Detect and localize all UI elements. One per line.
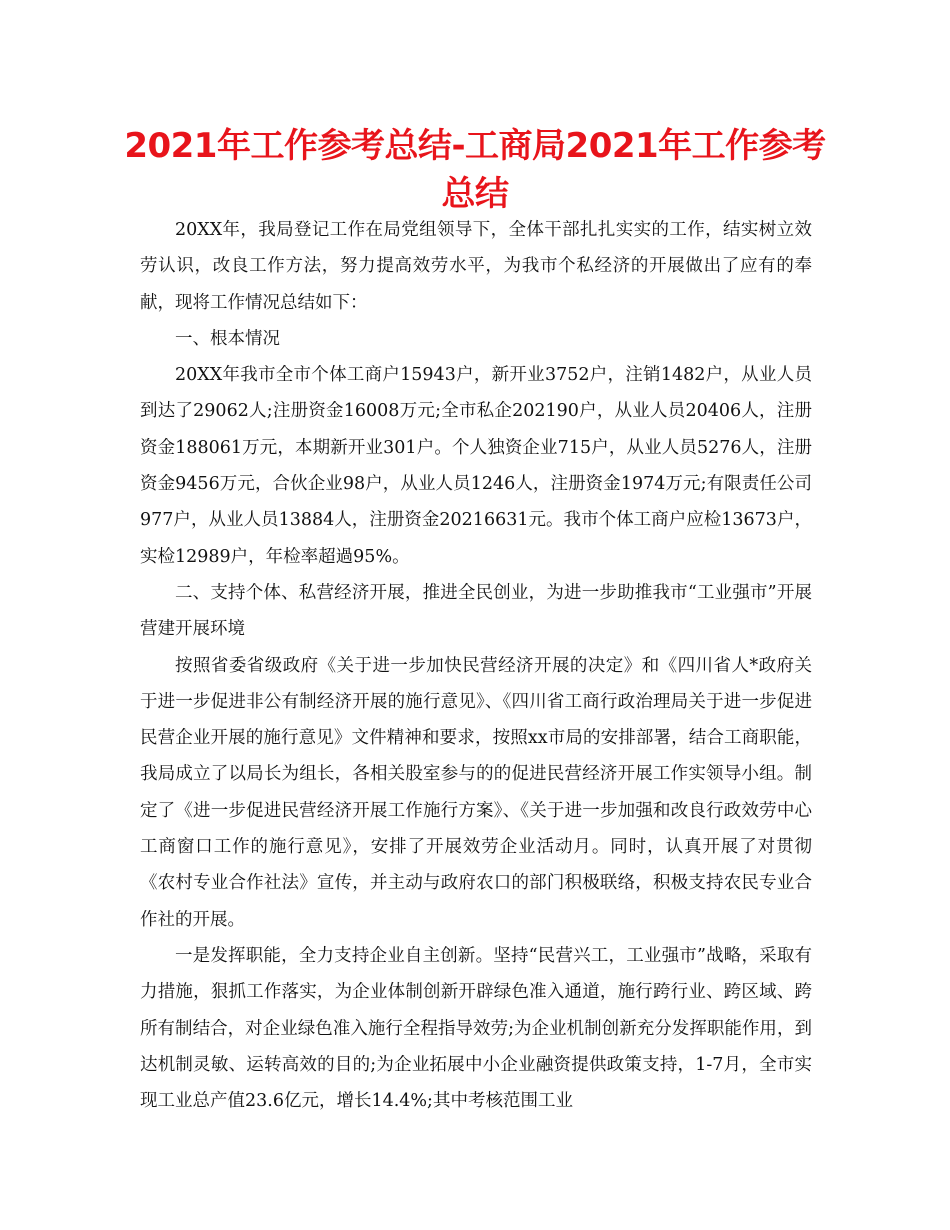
section-heading-support: 二、支持个体、私营经济开展，推进全民创业，为进一步助推我市“工业强市”开展营建开展环境 [140, 582, 812, 640]
paragraph-policy: 按照省委省级政府《关于进一步加快民营经济开展的决定》和《四川省人*政府关于进一步促进非公有制经济开展的施行意见》、《四川省工商行政治理局关于进一步促进民营企业开展的施行意见》文件精神和要求，按照xx市局的安排部署，结合工商职能，我局成立了以局长为组长，各相关股室参与的的促进民营经济开展工作实领导小组。制定了《进一步促进民营经济开展工作施行方案》、《关于进一步加强和改良行政效劳中心工商窗口工作的施行意见》，安排了开展效劳企业活动月。同时，认真开展了对贯彻《农村专业合作社法》宣传，并主动与政府农口的部门积极联络，积极支持农民专业合作社的开展。 [140, 655, 812, 930]
paragraph-innovation: 一是发挥职能，全力支持企业自主创新。坚持“民营兴工，工业强市”战略，采取有力措施，狠抓工作落实，为企业体制创新开辟绿色准入通道，施行跨行业、跨区域、跨所有制结合，对企业绿色准入施行全程指导效劳;为企业机制创新充分发挥职能作用，到达机制灵敏、运转高效的目的;为企业拓展中小企业融资提供政策支持，1-7月，全市实现工业总产值23.6亿元，增长14.4%;其中考核范围工业 [140, 945, 812, 1112]
document-body [140, 212, 812, 1119]
paragraph-intro: 20XX年，我局登记工作在局党组领导下，全体干部扎扎实实的工作，结实树立效劳认识，改良工作方法，努力提高效劳水平，为我市个私经济的开展做出了应有的奉献，现将工作情况总结如下： [140, 220, 812, 313]
document-title: 2021年工作参考总结-工商局2021年工作参考总结 [124, 126, 826, 214]
section-heading-basic-situation: 一、根本情况 [175, 328, 280, 349]
paragraph-statistics: 20XX年我市全市个体工商户15943户，新开业3752户，注销1482户，从业人员到达了29062人;注册资金16008万元;全市私企202190户，从业人员20406人，注册资金188061万元，本期新开业301户。个人独资企业715户，从业人员5276人，注册资金9456万元，合伙企业98户，从业人员1246人，注册资金1974万元;有限责任公司977户，从业人员13884人，注册资金20216631元。我市个体工商户应检13673户，实检12989户，年检率超過95%。 [140, 365, 812, 567]
